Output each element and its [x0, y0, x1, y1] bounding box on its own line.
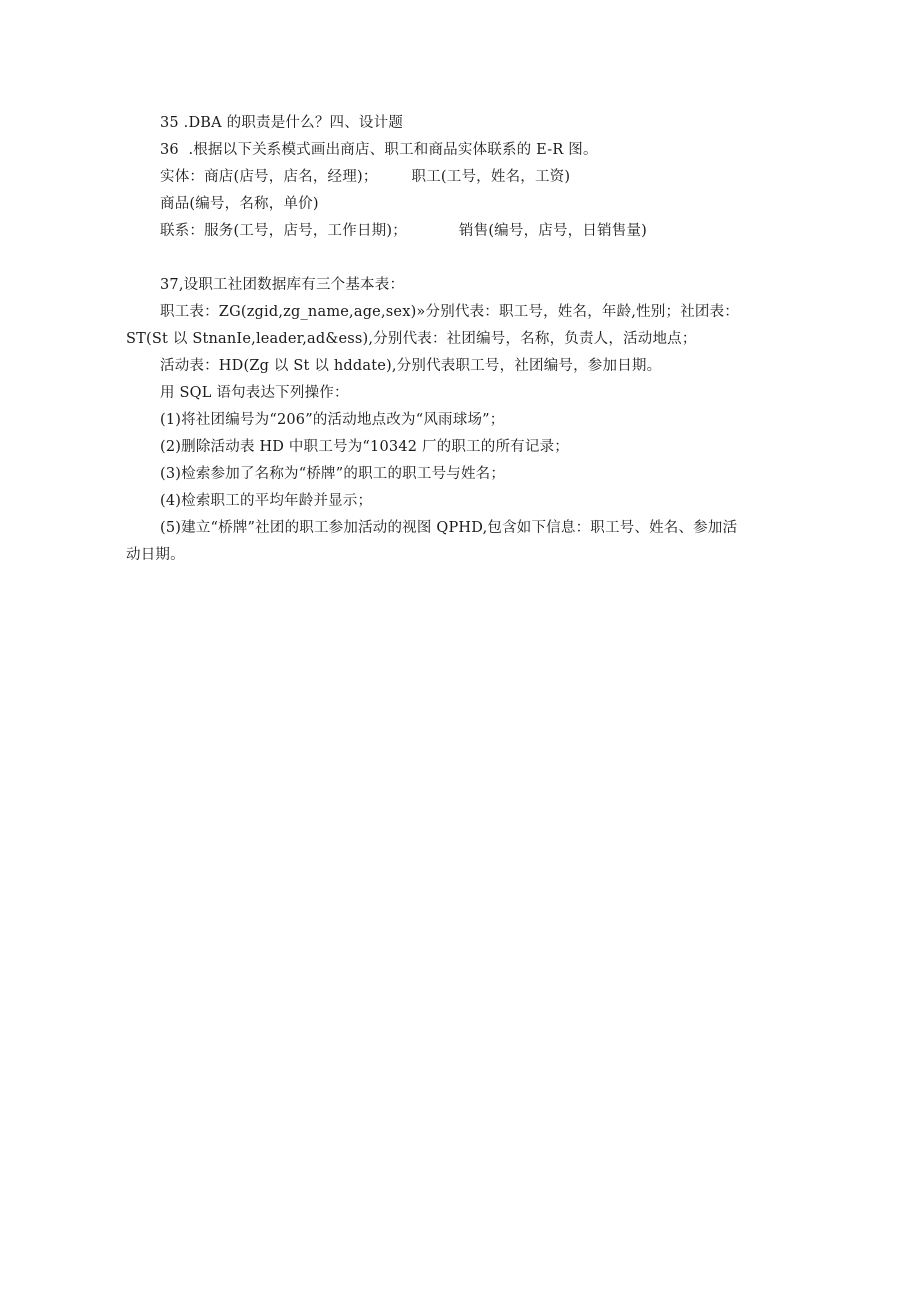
- sql-item-2: (2)删除活动表 HD 中职工号为“10342 厂的职工的所有记录；: [160, 439, 569, 455]
- entity-goods: 商品(编号，名称，单价): [160, 196, 319, 212]
- sql-item-3: (3)检索参加了名称为“桥牌”的职工的职工号与姓名；: [160, 466, 506, 482]
- sql-item-1: (1)将社团编号为“206”的活动地点改为“风雨球场”；: [160, 412, 505, 428]
- relation-sales: 销售(编号，店号，日销售量): [458, 223, 648, 239]
- table-zg-description: 职工表：ZG(zgid,zg_name,age,sex)»分别代表：职工号，姓名，年龄,性别；社团表：: [160, 304, 740, 320]
- sql-item-4: (4)检索职工的平均年龄并显示；: [160, 493, 373, 509]
- entity-staff: 职工(工号，姓名，工资): [411, 169, 571, 185]
- sql-item-5-line2: 动日期。: [126, 547, 185, 563]
- table-hd-description: 活动表：HD(Zg 以 St 以 hddate),分别代表职工号，社团编号，参加日期。: [160, 358, 662, 374]
- question-36-title: 36 .根据以下关系模式画出商店、职工和商品实体联系的 E-R 图。: [160, 142, 598, 158]
- question-35: 35 .DBA 的职责是什么？四、设计题: [160, 115, 404, 131]
- relation-service: 联系：服务(工号，店号，工作日期)；: [160, 223, 407, 239]
- question-36-relations-row: [160, 222, 647, 240]
- sql-intro: 用 SQL 语句表达下列操作：: [160, 385, 349, 401]
- question-36-entities-row1: [160, 168, 570, 186]
- question-37-title: 37,设职工社团数据库有三个基本表：: [160, 277, 405, 293]
- table-st-description: ST(St 以 StnanIe,leader,ad&ess),分别代表：社团编号，名称，负责人，活动地点；: [126, 331, 697, 347]
- entity-shop: 实体：商店(店号，店名，经理)；: [160, 169, 378, 185]
- sql-item-5-line1: (5)建立“桥牌”社团的职工参加活动的视图 QPHD,包含如下信息：职工号、姓名、参加活: [160, 520, 738, 536]
